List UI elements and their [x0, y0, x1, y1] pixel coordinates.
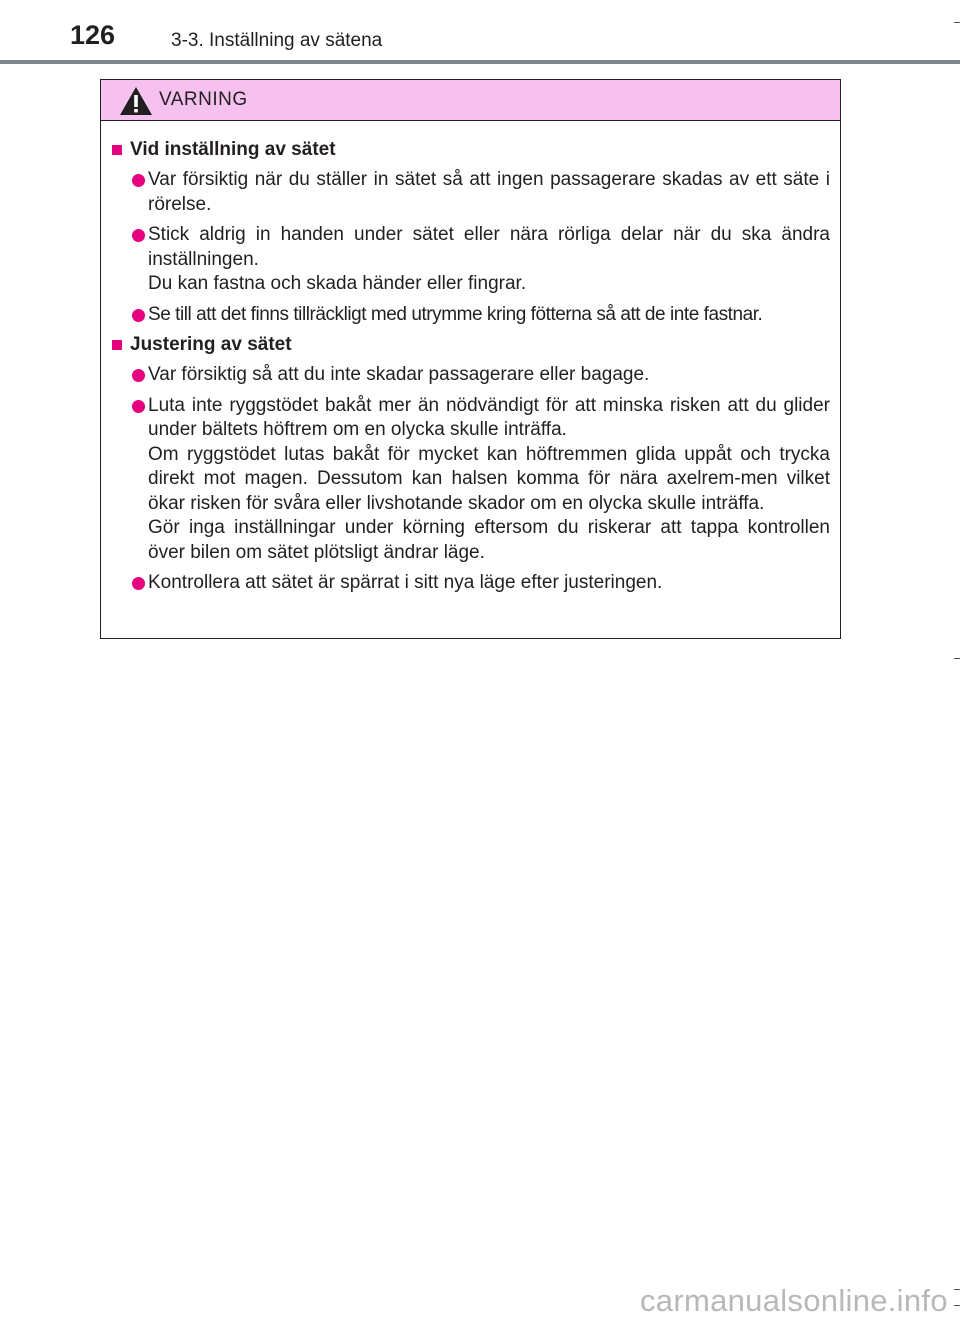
square-bullet-icon: [112, 340, 122, 350]
list-item: [132, 394, 830, 566]
round-bullet-icon: [132, 229, 145, 242]
crop-mark: [954, 1305, 960, 1306]
round-bullet-icon: [132, 400, 145, 413]
section-heading: [109, 333, 830, 357]
page-header: [0, 0, 960, 64]
item-paragraph: Se till att det finns tillräckligt med utrymme kring fötterna så att de inte fastnar.: [148, 303, 763, 325]
warning-body: [101, 121, 840, 596]
round-bullet-icon: [132, 577, 145, 590]
item-paragraph: Var försiktig så att du inte skadar passagerare eller bagage.: [148, 364, 650, 385]
list-item: [132, 168, 830, 217]
watermark: carmanualsonline.info: [640, 1283, 948, 1318]
item-paragraph: Luta inte ryggstödet bakåt mer än nödvändigt för att minska risken att du glider under bältets höftrem om en olycka skulle inträffa.: [148, 394, 830, 440]
item-paragraph: Du kan fastna och skada händer eller fingrar.: [148, 273, 527, 294]
round-bullet-icon: [132, 309, 145, 322]
item-paragraph: Om ryggstödet lutas bakåt för mycket kan höftremmen glida uppåt och trycka direkt mot magen. Dessutom kan halsen komma för nära axelrem-men vilket ökar risken för svåra eller livshotande skador om en olycka skulle inträffa.: [148, 443, 830, 514]
list-item: [132, 303, 830, 328]
crop-mark: [954, 1289, 960, 1290]
section-heading-text: Vid inställning av sätet: [130, 139, 336, 160]
round-bullet-icon: [132, 369, 145, 382]
section-title: 3-3. Inställning av sätena: [171, 30, 383, 51]
warning-box: [100, 79, 841, 639]
item-paragraph: Stick aldrig in handen under sätet eller nära rörliga delar när du ska ändra inställningen.: [148, 224, 830, 270]
item-paragraph: Gör inga inställningar under körning eftersom du riskerar att tappa kontrollen över bilen om sätet plötsligt ändrar läge.: [148, 517, 830, 563]
list-item: [132, 571, 830, 596]
warning-triangle-icon: [119, 86, 153, 116]
square-bullet-icon: [112, 145, 122, 155]
page-number: 126: [70, 20, 116, 50]
item-paragraph: Var försiktig när du ställer in sätet så att ingen passagerare skadas av ett säte i rörelse.: [148, 169, 830, 215]
warning-label: VARNING: [159, 89, 248, 110]
crop-mark: [954, 658, 960, 659]
list-item: [132, 223, 830, 297]
crop-mark: [954, 22, 960, 23]
header-rule: [0, 60, 960, 64]
list-item: [132, 363, 830, 388]
warning-header: [101, 80, 840, 121]
round-bullet-icon: [132, 174, 145, 187]
section-heading-text: Justering av sätet: [130, 334, 292, 355]
item-paragraph: Kontrollera att sätet är spärrat i sitt nya läge efter justeringen.: [148, 572, 663, 593]
section-heading: [109, 138, 830, 162]
